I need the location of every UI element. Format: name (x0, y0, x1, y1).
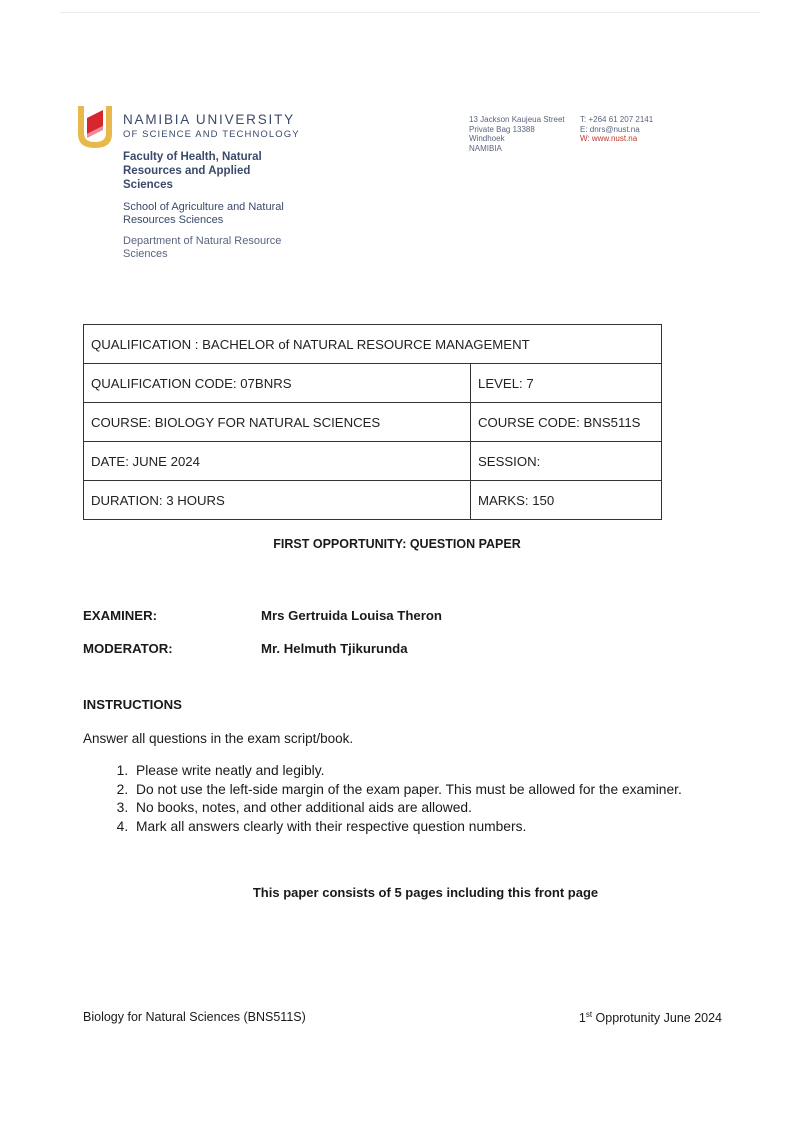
faculty-name: Faculty of Health, Natural Resources and Applied Sciences (123, 151, 262, 191)
examiner-name: Mrs Gertruida Louisa Theron (261, 608, 442, 623)
list-item: 4. Mark all answers clearly with their respective question numbers. (132, 818, 682, 837)
footer-course: Biology for Natural Sciences (BNS511S) (83, 1010, 306, 1024)
course-cell: COURSE: BIOLOGY FOR NATURAL SCIENCES (84, 403, 471, 442)
address-line: Windhoek (469, 134, 505, 143)
instructions-intro: Answer all questions in the exam script/book. (83, 731, 354, 746)
table-row (84, 442, 662, 481)
address-line: Private Bag 13388 (469, 124, 535, 134)
university-name: NAMIBIA UNIVERSITY (123, 112, 295, 127)
contact-block (580, 115, 653, 144)
table-row (84, 481, 662, 520)
footer-opportunity-text: Opprotunity June 2024 (592, 1011, 722, 1026)
contact-phone: T: +264 61 207 2141 (580, 115, 654, 124)
table-row (84, 403, 662, 442)
instructions-heading: INSTRUCTIONS (83, 697, 182, 712)
duration-cell: DURATION: 3 HOURS (84, 481, 471, 520)
examiner-label: EXAMINER: (83, 608, 157, 623)
list-item: 1. Please write neatly and legibly. (132, 762, 682, 781)
qualification-code-cell: QUALIFICATION CODE: 07BNRS (84, 364, 471, 403)
session-cell: SESSION: (471, 442, 662, 481)
date-cell: DATE: JUNE 2024 (84, 442, 471, 481)
instructions-list (104, 762, 682, 836)
moderator-name: Mr. Helmuth Tjikurunda (261, 641, 408, 656)
scan-artifact-line (60, 12, 760, 13)
university-logo (76, 104, 114, 150)
table-row (84, 364, 662, 403)
course-code-cell: COURSE CODE: BNS511S (471, 403, 662, 442)
marks-cell: MARKS: 150 (471, 481, 662, 520)
contact-web: W: www.nust.na (580, 134, 638, 143)
table-row (84, 325, 662, 364)
contact-email: E: dnrs@nust.na (580, 124, 640, 134)
footer-opportunity-suffix: st (585, 1010, 593, 1019)
level-cell: LEVEL: 7 (471, 364, 662, 403)
page-count-note: This paper consists of 5 pages including this front page (252, 885, 599, 900)
footer-opportunity (579, 1010, 722, 1025)
qualification-cell: QUALIFICATION : BACHELOR of NATURAL RESOURCE MANAGEMENT (84, 325, 662, 364)
list-item: 2. Do not use the left-side margin of the exam paper. This must be allowed for the examiner. (132, 781, 682, 800)
footer-opportunity-number: 1 (578, 1011, 586, 1026)
address-line: 13 Jackson Kaujeua Street (469, 115, 565, 124)
university-subtitle: OF SCIENCE AND TECHNOLOGY (123, 129, 300, 140)
address-block (469, 115, 565, 153)
list-item: 3. No books, notes, and other additional aids are allowed. (132, 799, 682, 818)
school-name: School of Agriculture and Natural Resources Sciences (123, 201, 284, 226)
moderator-label: MODERATOR: (83, 641, 173, 656)
address-line: NAMIBIA (469, 143, 502, 153)
department-name: Department of Natural Resource Sciences (123, 235, 282, 260)
paper-title: FIRST OPPORTUNITY: QUESTION PAPER (273, 537, 521, 551)
qualification-table (83, 324, 662, 520)
